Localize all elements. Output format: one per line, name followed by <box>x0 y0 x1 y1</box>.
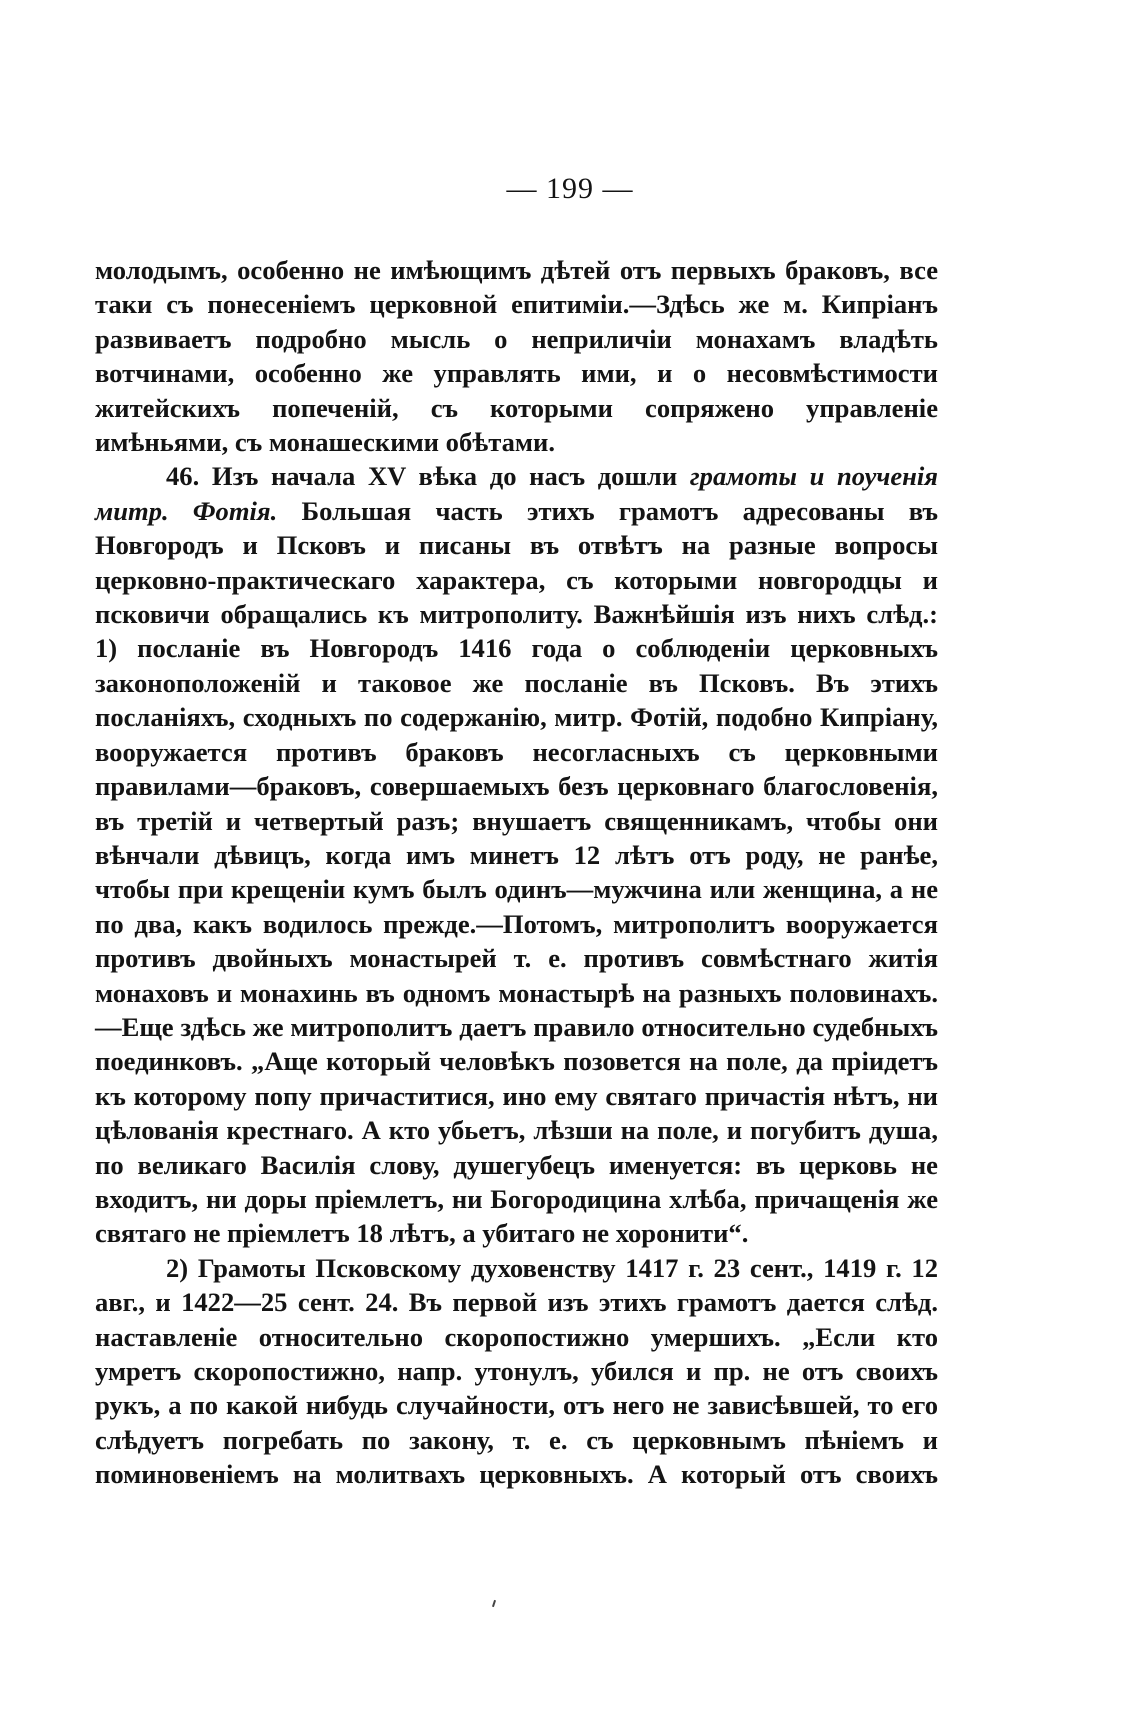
paragraph-2 <box>95 459 938 1250</box>
body-text <box>95 253 938 1492</box>
paragraph-2-italic: грамоты и поученія митр. Фотія. <box>95 461 938 526</box>
stray-ink-mark <box>492 1600 496 1607</box>
paragraph-3: 2) Грамоты Псковскому духовенству 1417 г. 23 сент., 1419 г. 12 авг., и 1422—25 сент. 24. Въ первой изъ этихъ грамотъ дается слѣд. наставленіе относительно скоропостижно умершихъ. „Если кто умретъ скоропостижно, напр. утонулъ, убился и пр. не отъ своихъ рукъ, а по какой нибудь случайности, отъ него не зависѣвшей, то его слѣдуетъ погребать по закону, т. е. съ церковнымъ пѣніемъ и поминовеніемъ на молитвахъ церковныхъ. А который отъ своихъ <box>95 1252 938 1490</box>
paragraph-2-rest: Большая часть этихъ грамотъ адресованы въ Новгородъ и Псковъ и писаны въ отвѣтъ на разные вопросы церковно-практическаго характера, съ которыми новгородцы и псковичи обращались къ митрополиту. Важнѣйшія изъ нихъ слѣд.: 1) посланіе въ Новгородъ 1416 года о соблюденіи церковныхъ законоположеній и таковое же посланіе въ Псковъ. Въ этихъ посланіяхъ, сходныхъ по содержанію, митр. Фотій, подобно Кипріану, вооружается противъ браковъ несогласныхъ съ церковными правилами—браковъ, совершаемыхъ безъ церковнаго благословенія, въ третій и четвертый разъ; внушаетъ священникамъ, чтобы они вѣнчали дѣвицъ, когда имъ минетъ 12 лѣтъ отъ роду, не ранѣе, чтобы при крещеніи кумъ былъ одинъ—мужчина или женщина, а не по два, какъ водилось прежде.—Потомъ, митрополитъ вооружается противъ двойныхъ монастырей т. е. противъ совмѣстнаго житія монаховъ и монахинь въ одномъ монастырѣ на разныхъ половинахъ.—Еще здѣсь же митрополитъ даетъ правило относительно судебныхъ поединковъ. „Аще который человѣкъ позовется на поле, да пріидетъ къ которому попу причаститися, ино ему святаго причастія нѣтъ, ни цѣлованія крестнаго. А кто убьетъ, лѣзши на поле, и погубитъ душа, по великаго Василія слову, душегубецъ именуется: въ церковь не входитъ, ни доры пріемлетъ, ни Богородицина хлѣба, причащенія же святаго не пріемлетъ 18 лѣтъ, а убитаго не хоронити“. <box>95 495 938 1249</box>
paragraph-2-lead: 46. Изъ начала XV вѣка до насъ дошли <box>166 461 690 492</box>
page-number: — 199 — <box>506 172 634 205</box>
paragraph-1: молодымъ, особенно не имѣющимъ дѣтей отъ первыхъ браковъ, все таки съ понесеніемъ церковной епитиміи.—Здѣсь же м. Кипріанъ развиваетъ подробно мысль о неприличіи монахамъ владѣть вотчинами, особенно же управлять ими, и о несовмѣстимости житейскихъ попеченій, съ которыми сопряжено управленіе имѣньями, съ монашескими обѣтами. <box>95 255 938 458</box>
